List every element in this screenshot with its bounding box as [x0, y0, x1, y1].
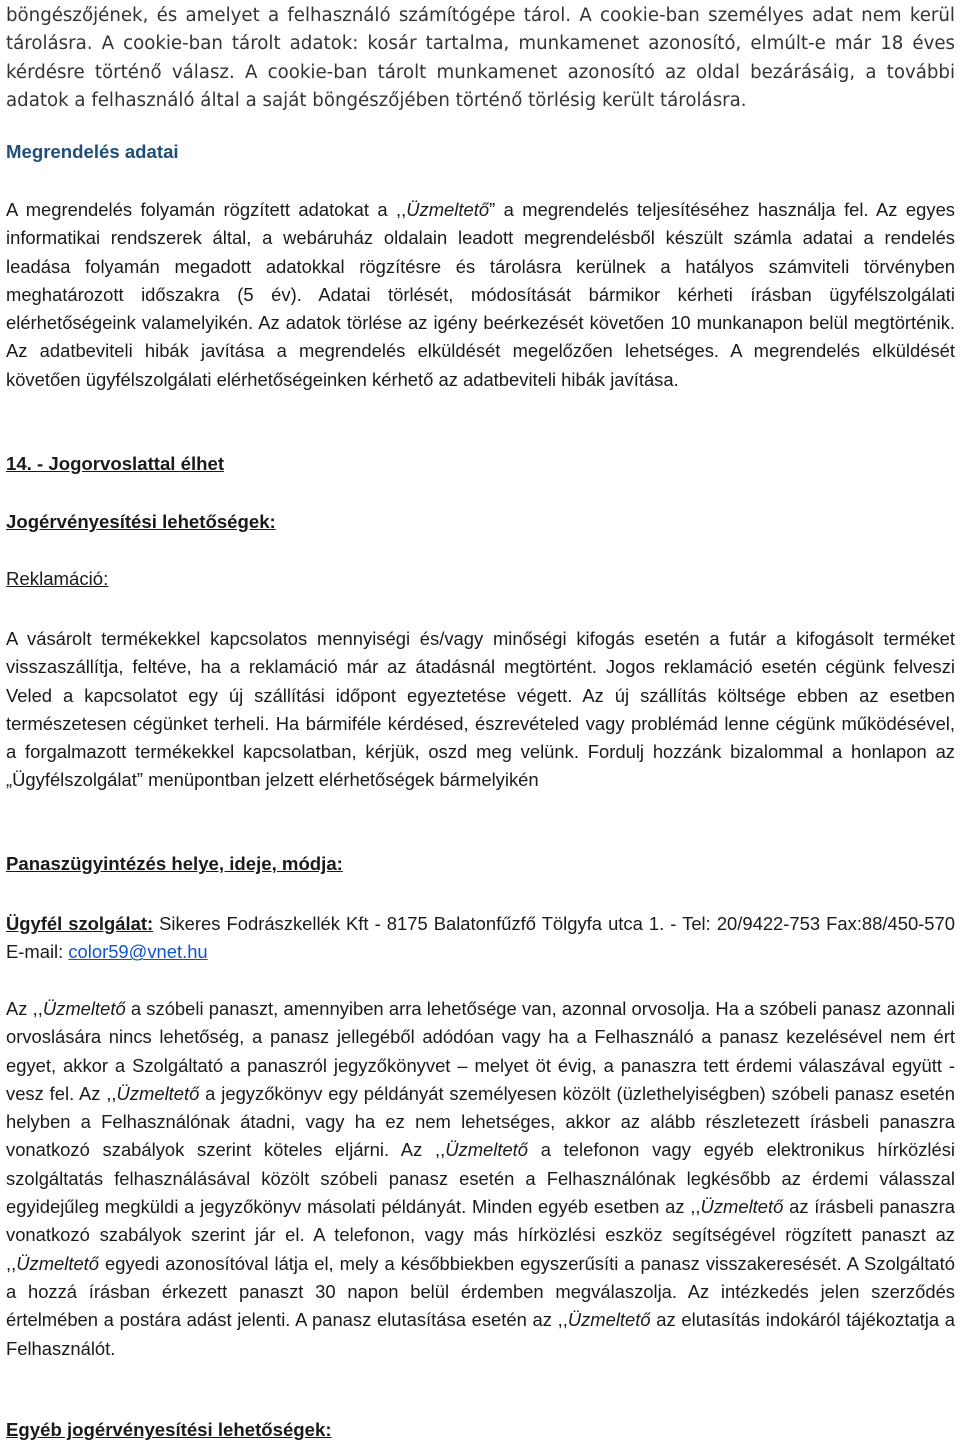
- complaint-text-6: egyedi azonosítóval látja el, mely a későbbiekben egyszerűsíti a panasz visszakeresését. A Szolgáltató a hozzá írásban érkezett panaszt 30 napon belül érdemben megválaszolja. Az intézkedés jelen szerződés értelmében a postára adást jelenti. A panasz elutasítása esetén az ,,: [6, 1252, 955, 1331]
- section-14-heading: 14. - Jogorvoslattal élhet: [6, 453, 225, 474]
- complaint-text-2: a szóbeli panaszt, amennyiben arra lehetősége van, azonnal orvosolja. Ha a szóbeli panasz azonnali orvoslására nincs lehetőség, a panasz jellegéből adódóan vagy ha a Felhasználó a panasz kezelésével nem ért egyet, akkor a Szolgáltató a panaszról jegyzőkönyvet – melyet öt évig, a panaszra tett érdemi válaszával együtt - vesz fel. Az ,,: [6, 998, 955, 1104]
- operator-name: Üzmeltető: [116, 1082, 200, 1104]
- operator-name: Üzmeltető: [406, 199, 490, 220]
- order-text-1: A megrendelés folyamán rögzített adatokat a ,,: [6, 199, 407, 220]
- operator-name: Üzmeltető: [567, 1309, 651, 1331]
- order-data-heading: Megrendelés adatai: [6, 141, 179, 162]
- customer-service-label: Ügyfél szolgálat:: [6, 913, 154, 934]
- legal-remedies-heading: Jogérvényesítési lehetőségek:: [6, 511, 276, 532]
- email-link[interactable]: color59@vnet.hu: [68, 941, 208, 963]
- complaint-text-3: a jegyzőkönyv egy példányát személyesen közölt (üzlethelyiségben) szóbeli panasz esetén helyben a Felhasználónak átadni, vagy ha ez nem lehetséges, akkor az alább részletezett írásbeli panaszra vonatkozó szabályok szerint köteles eljárni. Az ,,: [6, 1082, 955, 1161]
- operator-name: Üzmeltető: [700, 1196, 784, 1218]
- complaint-paragraph: A vásárolt termékekkel kapcsolatos mennyiségi és/vagy minőségi kifogás esetén a futár a kifogásolt terméket visszaszállítja, feltéve, ha a reklamáció már az átadásnál megtörtént. Jogos reklamáció esetén cégünk felveszi Veled a kapcsolatot egy új szállítási időpont egyeztetése végett. Az új szállítás költsége ebben az esetben természetesen cégünket terheli. Ha bármiféle kérdésed, észrevételed vagy problémád lenne cégünk működésével, a forgalmazott termékekkel kapcsolatban, kérjük, oszd meg velünk. Fordulj hozzánk bizalommal a honlapon az „Ügyfélszolgálat” menüpontban jelzett elérhetőségek bármelyikén: [6, 628, 955, 791]
- customer-service-paragraph: [6, 910, 955, 967]
- operator-name: Üzmeltető: [445, 1139, 529, 1161]
- complaint-text-1: Az ,,: [6, 998, 43, 1019]
- oral-complaint-paragraph: [6, 995, 955, 1363]
- complaint-text-7: az elutasítás indokáról tájékoztatja a Felhasználót.: [6, 1309, 956, 1359]
- other-remedies-heading: Egyéb jogérvényesítési lehetőségek:: [6, 1419, 332, 1440]
- cookie-paragraph: böngészőjének, és amelyet a felhasználó számítógépe tárol. A cookie-ban személyes adat nem kerül tárolásra. A cookie-ban tárolt adatok: kosár tartalma, munkamenet azonosító, elmúlt-e már 18 éves kérdésre történő válasz. A cookie-ban tárolt munkamenet azonosító az oldal bezárásáig, a további adatok a felhasználó által a saját böngészőjében történő törlésig került tárolásra.: [6, 5, 955, 111]
- complaint-text-4: a telefonon vagy egyéb elektronikus hírközlési szolgáltatás felhasználásával közölt szóbeli panasz esetén a Felhasználónak legkésőbb az érdemi válasszal egyidejűleg megküldi a jegyzőkönyv másolati példányát. Minden egyéb esetben az ,,: [6, 1139, 955, 1218]
- order-data-paragraph: [6, 196, 955, 394]
- operator-name: Üzmeltető: [16, 1252, 100, 1274]
- customer-service-details: Sikeres Fodrászkellék Kft - 8175 Balatonfűzfő Tölgyfa utca 1. - Tel: 20/9422-753 Fax:88/450-570 E-mail:: [6, 913, 955, 963]
- complaint-handling-heading: Panaszügyintézés helye, ideje, módja:: [6, 853, 343, 874]
- order-text-2: ” a megrendelés teljesítéséhez használja fel. Az egyes informatikai rendszerek által, a webáruház oldalain leadott megrendelésből készült számla adatai a rendelés leadása folyamán megadott adatokkal rögzítésre és tárolásra kerülnek a hatályos számviteli törvényben meghatározott időszakra (5 év). Adatai törlését, módosítását bármikor kérheti írásban ügyfélszolgálati elérhetőségeink valamelyikén. Az adatok törlése az igény beérkezését követően 10 munkanapon belül megtörténik. Az adatbeviteli hibák javítása a megrendelés elküldését megelőzően lehetséges. A megrendelés elküldését követően ügyfélszolgálati elérhetőségeinken kérhető az adatbeviteli hibák javítása.: [6, 199, 956, 390]
- operator-name: Üzmeltető: [42, 998, 126, 1019]
- complaint-heading: Reklamáció:: [6, 568, 109, 589]
- complaint-text-5: az írásbeli panaszra vonatkozó szabályok szerint jár el. A telefonon, vagy más hírközlési eszköz segítségével rögzített panaszt az ,,: [6, 1196, 955, 1274]
